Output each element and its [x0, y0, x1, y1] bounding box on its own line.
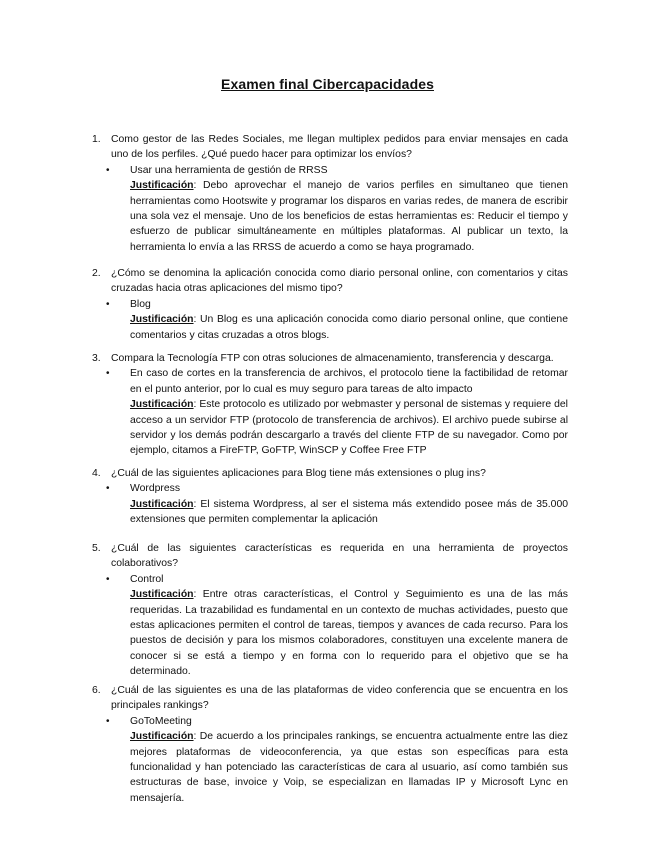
question-number: 6. [92, 685, 101, 696]
bullet-icon: • [106, 483, 110, 495]
answer-item [106, 366, 568, 458]
answer-text: Control [130, 573, 164, 585]
justification-label: Justificación [130, 589, 194, 601]
answer-text: Blog [130, 298, 151, 310]
justification [130, 587, 568, 679]
justification [130, 397, 568, 459]
question-4 [92, 466, 568, 528]
question-number: 4. [92, 468, 101, 479]
justification-label: Justificación [130, 180, 194, 192]
justification [130, 729, 568, 806]
justification [130, 178, 568, 255]
question-2 [92, 266, 568, 343]
justification-text: : Este protocolo es utilizado por webmaster y personal de sistemas y requiere del acceso a un servidor FTP (protocolo de transferencia de archivos). El archivo puede subirse al servidor y los demás podrán descargarlo a través del cliente FTP de su navegador. Como por ejemplo, citamos a FireFTP, GoFTP, WinSCP y Coffee Free FTP [130, 399, 568, 457]
answer-item [106, 297, 568, 343]
answer-text: Wordpress [130, 483, 181, 495]
question-number: 3. [92, 353, 101, 364]
justification-text: : De acuerdo a los principales rankings, se encuentra actualmente entre las diez mejores plataformas de videoconferencia, ya que estas son específicas para esta funcionalidad y han potenciado las características de cara al usuario, así como también sus estructuras de base, invoice y Voip, se especializan en llamadas IP y Microsoft Lync en mensajería. [130, 731, 568, 804]
justification-label: Justificación [130, 399, 194, 411]
answer-item [106, 481, 568, 527]
question-5 [92, 541, 568, 680]
justification [130, 312, 568, 343]
justification-text: : Un Blog es una aplicación conocida como diario personal online, que contiene comentarios y citas cruzadas a otros blogs. [130, 314, 568, 341]
answer-item [106, 572, 568, 680]
question-number: 1. [92, 134, 101, 145]
bullet-icon: • [106, 715, 110, 727]
answer-text: En caso de cortes en la transferencia de archivos, el protocolo tiene la factibilidad de retomar en el punto anterior, por lo cual es muy seguro para tareas de alto impacto [130, 368, 568, 395]
bullet-icon: • [106, 164, 110, 176]
justification-label: Justificación [130, 731, 194, 743]
answer-item [106, 163, 568, 255]
justification-text: : El sistema Wordpress, al ser el sistema más extendido posee más de 35.000 extensiones que permiten complementar la aplicación [130, 498, 568, 526]
justification-label: Justificación [130, 314, 194, 326]
answer-text: GoToMeeting [130, 715, 192, 727]
justification [130, 497, 568, 528]
question-text: Compara la Tecnología FTP con otras soluciones de almacenamiento, transferencia y descarga. [111, 353, 554, 364]
bullet-icon: • [106, 298, 110, 310]
answer-item [106, 714, 568, 806]
question-text: ¿Cómo se denomina la aplicación conocida como diario personal online, con comentarios y citas cruzadas hacia otras aplicaciones del mismo tipo? [111, 268, 568, 295]
bullet-icon: • [106, 368, 110, 380]
question-number: 2. [92, 268, 101, 279]
question-number: 5. [92, 543, 101, 554]
question-text: ¿Cuál de las siguientes aplicaciones para Blog tiene más extensiones o plug ins? [111, 468, 486, 479]
question-6 [92, 683, 568, 806]
question-3 [92, 351, 568, 459]
question-1 [92, 132, 568, 255]
justification-text: : Entre otras características, el Control y Seguimiento es una de las más requeridas. La trazabilidad es fundamental en un contexto de muchas actividades, puesto que estas aplicaciones permiten el control de tareas, tiempos y avances de cada recurso. Para los puestos de decisión y para los mismos colaboradores, constituyen una excelente manera de conocer si se está a tiempo y en forma con lo requerido para el objetivo que se ha determinado. [130, 589, 568, 678]
justification-label: Justificación [130, 498, 194, 510]
justification-text: : Debo aprovechar el manejo de varios perfiles en simultaneo que tienen herramientas como Hootswite y programar los disparos en varias redes, de manera de escribir una sola vez el mensaje. Uno de los beneficios de estas herramientas es: Reducir el tiempo y esfuerzo de publicar simultáneamente en múltiples plataformas. Al publicar un texto, la herramienta lo envía a las RRSS de acuerdo a como se haya programado. [130, 180, 568, 253]
answer-text: Usar una herramienta de gestión de RRSS [130, 164, 328, 176]
question-text: Como gestor de las Redes Sociales, me llegan multiplex pedidos para enviar mensajes en cada uno de los perfiles. ¿Qué puedo hacer para optimizar los envíos? [111, 134, 568, 161]
bullet-icon: • [106, 573, 110, 585]
question-text: ¿Cuál de las siguientes características es requerida en una herramienta de proyectos colaborativos? [111, 543, 568, 570]
question-text: ¿Cuál de las siguientes es una de las plataformas de video conferencia que se encuentra en los principales rankings? [111, 685, 568, 712]
page-title: Examen final Cibercapacidades [221, 76, 434, 92]
